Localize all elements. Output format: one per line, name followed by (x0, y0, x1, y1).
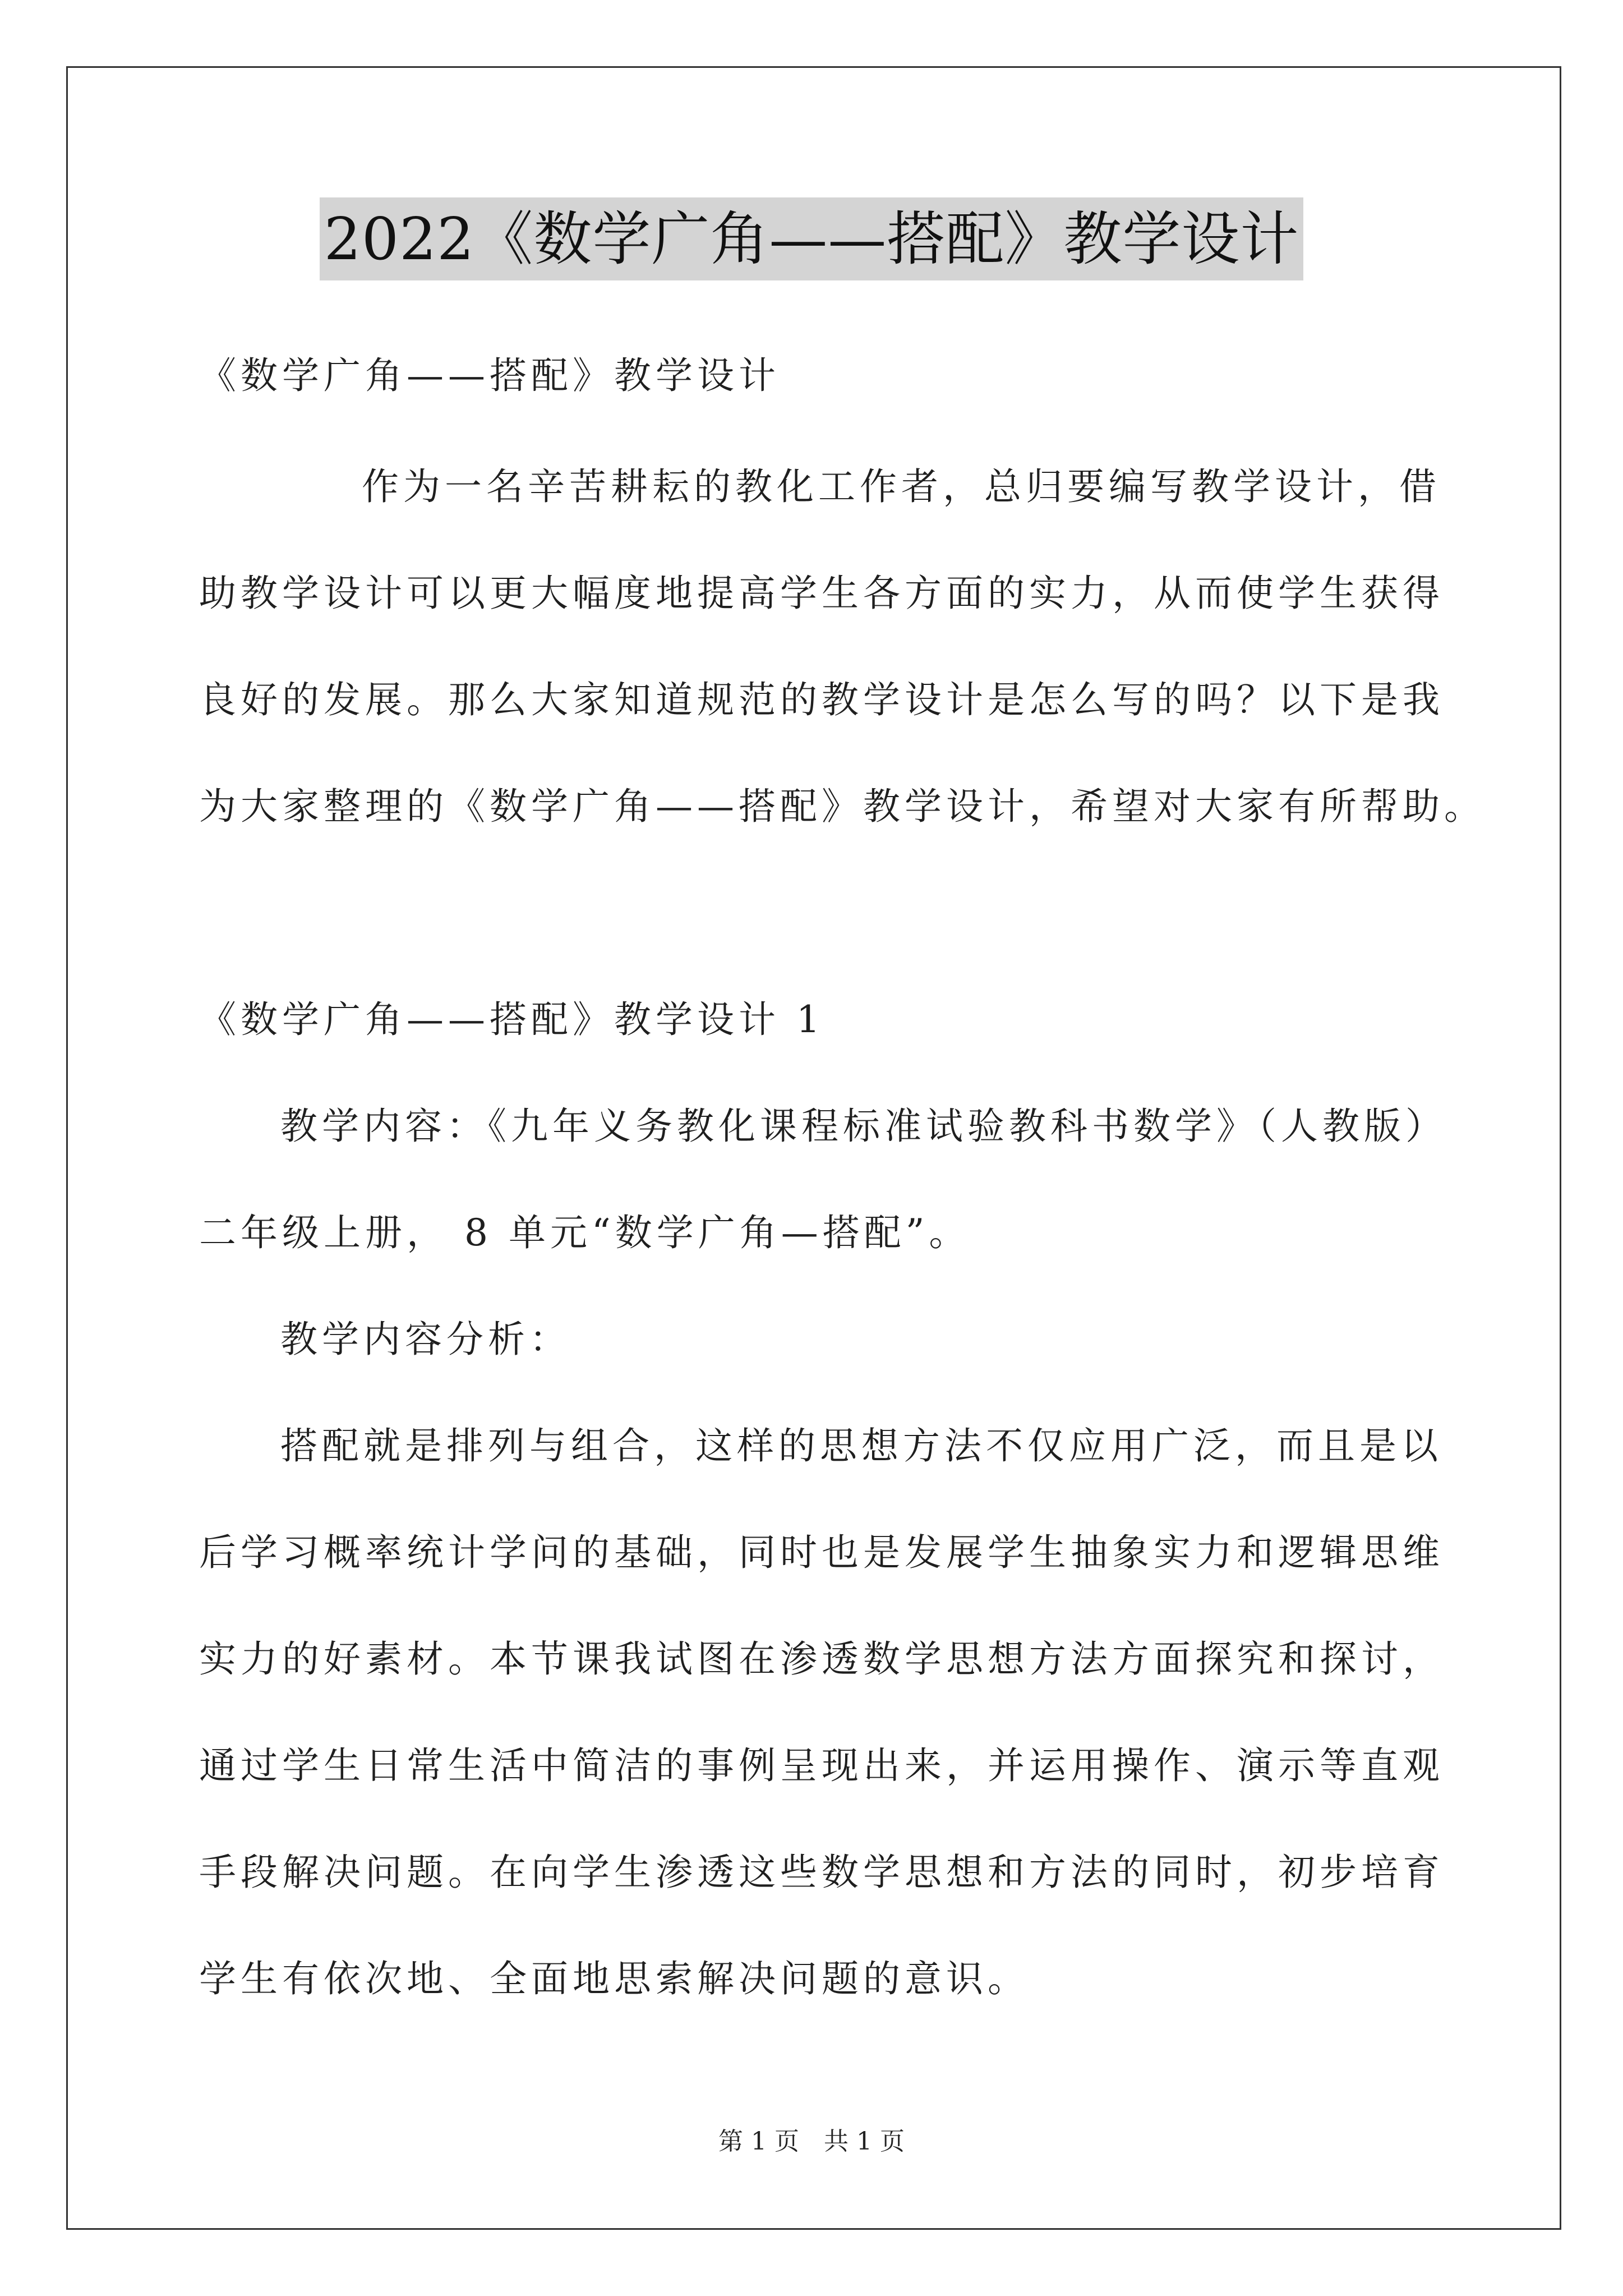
analysis-line: 实力的好素材。本节课我试图在渗透数学思想方法方面探究和探讨， (199, 1637, 1444, 1681)
intro-line: 为大家整理的《数学广角——搭配》教学设计，希望对大家有所帮助。 (199, 785, 1486, 828)
content-line: 二年级上册， 8 单元“数学广角—搭配”。 (199, 1211, 971, 1254)
title-container (0, 197, 1623, 280)
page-footer: 第 1 页 共 1 页 (718, 2127, 905, 2156)
content-line: 教学内容：《九年义务教化课程标准试验教科书数学》（人教版） (280, 1105, 1447, 1148)
intro-line: 作为一名辛苦耕耘的教化工作者，总归要编写教学设计，借 (362, 465, 1441, 508)
analysis-heading: 教学内容分析： (280, 1318, 571, 1361)
document-title: 2022《数学广角——搭配》教学设计 (320, 197, 1304, 280)
section-heading: 《数学广角——搭配》教学设计 1 (199, 998, 824, 1041)
analysis-line: 通过学生日常生活中简洁的事例呈现出来，并运用操作、演示等直观 (199, 1744, 1444, 1787)
analysis-line: 学生有依次地、全面地思索解决问题的意识。 (199, 1957, 1029, 2000)
analysis-line: 手段解决问题。在向学生渗透这些数学思想和方法的同时，初步培育 (199, 1851, 1444, 1894)
analysis-line: 搭配就是排列与组合，这样的思想方法不仅应用广泛，而且是以 (280, 1424, 1442, 1467)
intro-line: 良好的发展。那么大家知道规范的教学设计是怎么写的吗？以下是我 (199, 678, 1444, 721)
analysis-line: 后学习概率统计学问的基础，同时也是发展学生抽象实力和逻辑思维 (199, 1531, 1444, 1574)
document-subtitle: 《数学广角——搭配》教学设计 (199, 354, 780, 397)
intro-line: 助教学设计可以更大幅度地提高学生各方面的实力，从而使学生获得 (199, 572, 1444, 615)
